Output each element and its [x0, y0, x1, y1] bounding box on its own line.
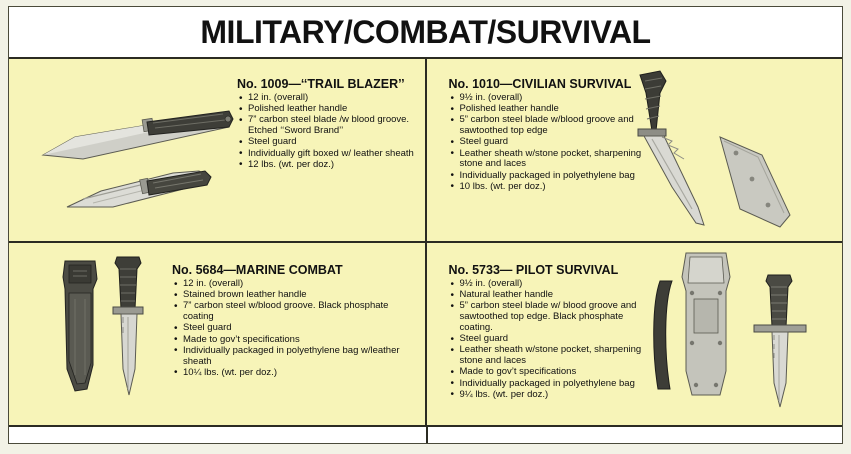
spec-item: • Natural leather handle	[460, 290, 654, 301]
spec-item: • 9½ in. (overall)	[460, 279, 654, 290]
spec-item: • Individually packaged in polyethylene bag	[460, 171, 644, 182]
spec-item: • 10 lbs. (wt. per doz.)	[460, 182, 644, 193]
product-info-5684	[172, 263, 417, 379]
product-cell-1010[interactable]	[427, 59, 843, 241]
spec-item: • 5” carbon steel blade w/ blood groove and sawtoothed top edge. Black phosphate coating.	[460, 301, 654, 333]
spec-item: • Stained brown leather handle	[183, 290, 417, 301]
product-specs-1009	[237, 93, 417, 171]
spec-item: • 12 in. (overall)	[248, 93, 417, 104]
spec-item: • Polished leather handle	[460, 104, 644, 115]
spec-item: • 9½ in. (overall)	[460, 93, 644, 104]
product-info-1010	[449, 77, 644, 193]
page-title: MILITARY/COMBAT/SURVIVAL	[200, 13, 651, 50]
spec-item: • 5” carbon steel blade w/blood groove and sawtoothed top edge	[460, 115, 644, 136]
product-info-5733	[449, 263, 654, 401]
product-cell-5684[interactable]	[9, 243, 427, 425]
knife-illustration-1010	[612, 67, 827, 241]
spec-item: • Steel guard	[460, 137, 644, 148]
spec-item: • Leather sheath w/stone pocket, sharpening stone and laces	[460, 149, 644, 170]
product-row-bottom	[9, 243, 842, 425]
spec-item: • Steel guard	[248, 137, 417, 148]
spec-item: • 12 lbs. (wt. per doz.)	[248, 160, 417, 171]
spec-item: • Steel guard	[183, 323, 417, 334]
product-title-5733: No. 5733— PILOT SURVIVAL	[448, 263, 619, 277]
spec-item: • Individually gift boxed w/ leather sheath	[248, 149, 417, 160]
product-grid	[9, 59, 842, 425]
page-header	[9, 7, 842, 59]
spec-item: • 9¼ lbs. (wt. per doz.)	[460, 390, 654, 401]
footer-divider	[426, 427, 428, 443]
knife-illustration-1009	[23, 95, 238, 240]
catalog-panel	[8, 6, 843, 444]
product-title-5684: No. 5684—MARINE COMBAT	[172, 263, 343, 277]
spec-item: • Steel guard	[460, 334, 654, 345]
spec-item: • Individually packaged in polyethylene bag w/leather sheath	[183, 346, 417, 367]
spec-item: • Made to gov’t specifications	[183, 335, 417, 346]
product-specs-5684	[172, 279, 417, 379]
product-title-1010: No. 1010—CIVILIAN SURVIVAL	[448, 77, 632, 91]
product-row-top	[9, 59, 842, 243]
product-specs-1010	[449, 93, 644, 193]
product-info-1009	[237, 77, 417, 171]
footer-strip	[9, 425, 842, 443]
product-cell-5733[interactable]	[427, 243, 843, 425]
spec-item: • 7” carbon steel blade /w blood groove. Etched ‘‘Sword Brand’’	[248, 115, 417, 136]
knife-illustration-5733	[642, 243, 842, 423]
spec-item: • Made to gov’t specifications	[460, 367, 654, 378]
product-specs-5733	[449, 279, 654, 401]
spec-item: • 7” carbon steel w/blood groove. Black phosphate coating	[183, 301, 417, 322]
spec-item: • 10¼ lbs. (wt. per doz.)	[183, 368, 417, 379]
spec-item: • 12 in. (overall)	[183, 279, 417, 290]
spec-item: • Leather sheath w/stone pocket, sharpening stone and laces	[460, 345, 654, 366]
spec-item: • Individually packaged in polyethylene bag	[460, 379, 654, 390]
spec-item: • Polished leather handle	[248, 104, 417, 115]
product-title-1009: No. 1009—‘‘TRAIL BLAZER’’	[237, 77, 405, 91]
product-cell-1009[interactable]	[9, 59, 427, 241]
knife-illustration-5684	[31, 249, 181, 409]
